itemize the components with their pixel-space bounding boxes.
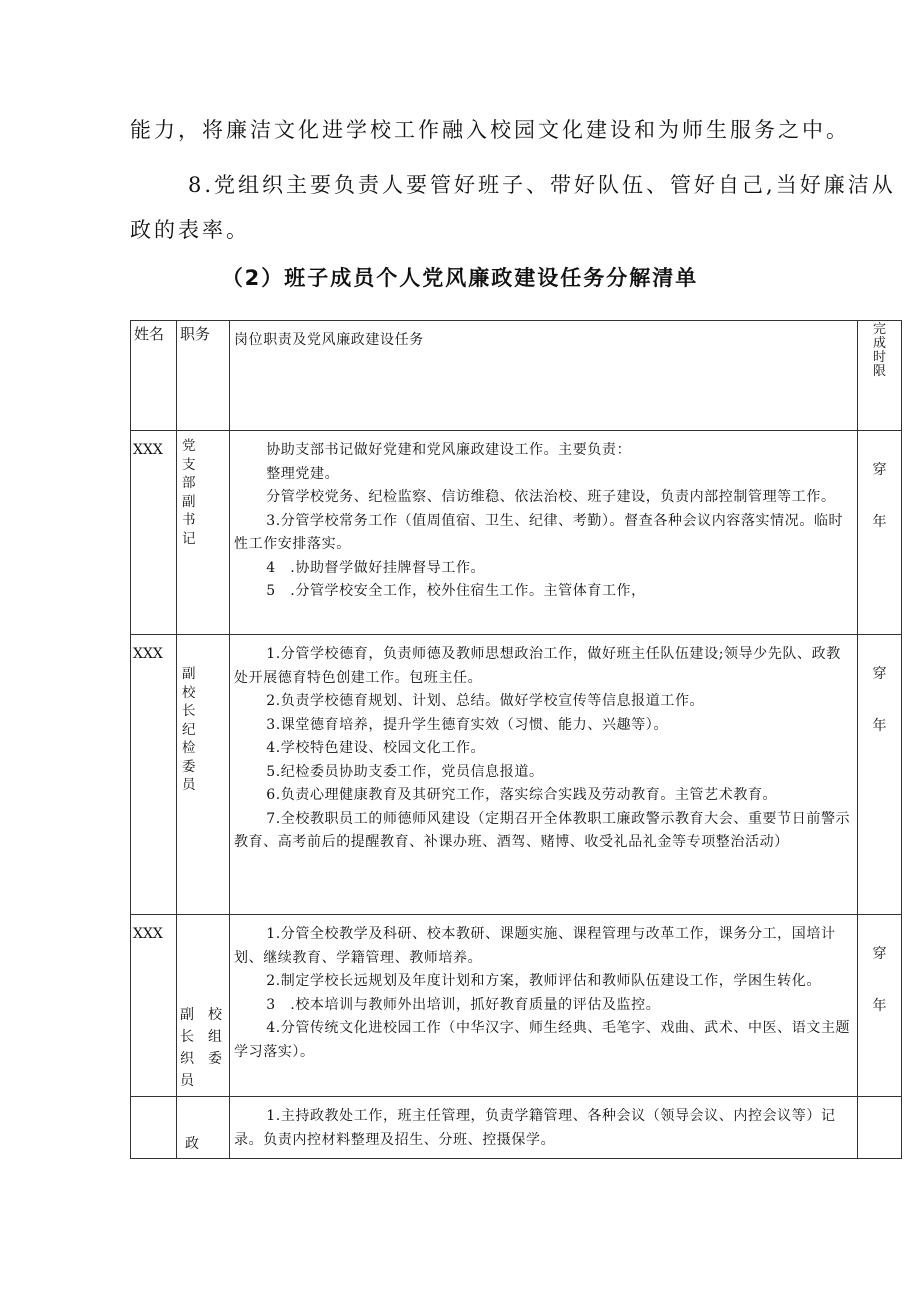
duty-line: 7.全校教职员工的师德师风建设（定期召开全体教职工廉政警示教育大会、重要节日前警示教育、高考前后的提醒教育、补课办班、酒驾、赌博、收受礼品礼金等专项整治活动） [234, 810, 851, 850]
duty-line: 4.分管传统文化进校园工作（中华汉字、师生经典、毛笔字、戏曲、武术、中医、语文主题学习落实）。 [234, 1020, 851, 1060]
duty-line: 3.课堂德育培养，提升学生德育实效（习惯、能力、兴趣等）。 [266, 716, 668, 733]
row-position [177, 1097, 230, 1159]
duty-line: 5.纪检委员协助支委工作，党员信息报道。 [266, 763, 544, 780]
position-line: 员 [180, 1073, 194, 1089]
row-duties [230, 1097, 858, 1159]
table-row [131, 1097, 902, 1159]
table-row [131, 431, 902, 635]
duty-line: 3.分管学校常务工作（值周值宿、卫生、纪律、考勤）。督查各种会议内容落实情况。临时性工作安排落实。 [234, 512, 844, 552]
duty-line: 协助支部书记做好党建和党风廉政建设工作。主要负责： [266, 442, 632, 458]
duty-line: 1.分管学校德育，负责师德及教师思想政治工作，做好班主任队伍建设;领导少先队、政教处开展德育特色创建工作。包班主任。 [234, 646, 841, 686]
section-title: （2）班子成员个人党风廉政建设任务分解清单 [221, 266, 699, 290]
row-name: XXX [131, 431, 177, 635]
duty-line: 1.分管全校教学及科研、校本教研、课题实施、课程管理与改革工作，课务分工，国培计划、继续教育、学籍管理、教师培养。 [234, 926, 836, 966]
header-deadline-text: 完成时限 [872, 322, 886, 379]
header-deadline [858, 321, 902, 431]
row-name: XXX [131, 635, 177, 915]
row-name: XXX [131, 915, 177, 1097]
row-name [131, 1097, 177, 1159]
duty-line: 4.学校特色建设、校园文化工作。 [266, 740, 486, 756]
row-position-text: 副校长纪检委员 [182, 666, 196, 793]
deadline-a: 穿 [872, 666, 887, 682]
deadline-a: 穿 [872, 462, 887, 478]
duty-line: 2.负责学校德育规划、计划、总结。做好学校宣传等信息报道工作。 [266, 693, 705, 709]
table-row [131, 635, 902, 915]
table-header-row [131, 321, 902, 431]
paragraph-2: 8.党组织主要负责人要管好班子、带好队伍、管好自己,当好廉洁从政的表率。 [130, 173, 896, 242]
duty-line: 1.主持政教处工作，班主任管理，负责学籍管理、各种会议（领导会议、内控会议等）记录。负责内控材料整理及招生、分班、控摄保学。 [234, 1108, 836, 1148]
deadline-a: 穿 [872, 946, 887, 962]
row-position [177, 431, 230, 635]
row-position-text: 党支部副书记 [182, 438, 196, 547]
duty-line: 2.制定学校长远规划及年度计划和方案，教师评估和教师队伍建设工作，学困生转化。 [266, 973, 821, 989]
duty-line: 5 .分管学校安全工作，校外住宿生工作。主管体育工作， [266, 583, 646, 599]
paragraph-1: 能力，将廉洁文化进学校工作融入校园文化建设和为师生服务之中。 [130, 118, 850, 142]
header-duties: 岗位职责及党风廉政建设任务 [230, 321, 858, 431]
row-duties [230, 431, 858, 635]
row-duties [230, 915, 858, 1097]
header-position: 职务 [177, 321, 230, 431]
duty-line: 6.负责心理健康教育及其研究工作，落实综合实践及劳动教育。主管艺术教育。 [266, 787, 778, 803]
header-name: 姓名 [131, 321, 177, 431]
duty-line: 3 .校本培训与教师外出培训，抓好教育质量的评估及监控。 [266, 996, 661, 1013]
duty-line: 整理党建。 [266, 465, 340, 482]
row-position [177, 915, 230, 1097]
row-position-text: 政 [185, 1135, 199, 1152]
deadline-b: 年 [872, 997, 887, 1014]
table-row [131, 915, 902, 1097]
deadline-b: 年 [872, 513, 887, 530]
duty-line: 分管学校党务、纪检监察、信访维稳、依法治校、班子建设，负责内部控制管理等工作。 [266, 489, 836, 505]
row-position [177, 635, 230, 915]
duty-line: 4 .协助督学做好挂牌督导工作。 [266, 559, 486, 576]
position-line: 副 校 [180, 1007, 222, 1023]
row-deadline [858, 431, 902, 635]
position-line: 长 组 [180, 1029, 222, 1045]
task-table [130, 320, 902, 1159]
position-line: 织 委 [180, 1051, 222, 1067]
row-deadline [858, 1097, 902, 1159]
row-deadline [858, 915, 902, 1097]
row-deadline [858, 635, 902, 915]
row-duties [230, 635, 858, 915]
deadline-b: 年 [872, 717, 887, 734]
